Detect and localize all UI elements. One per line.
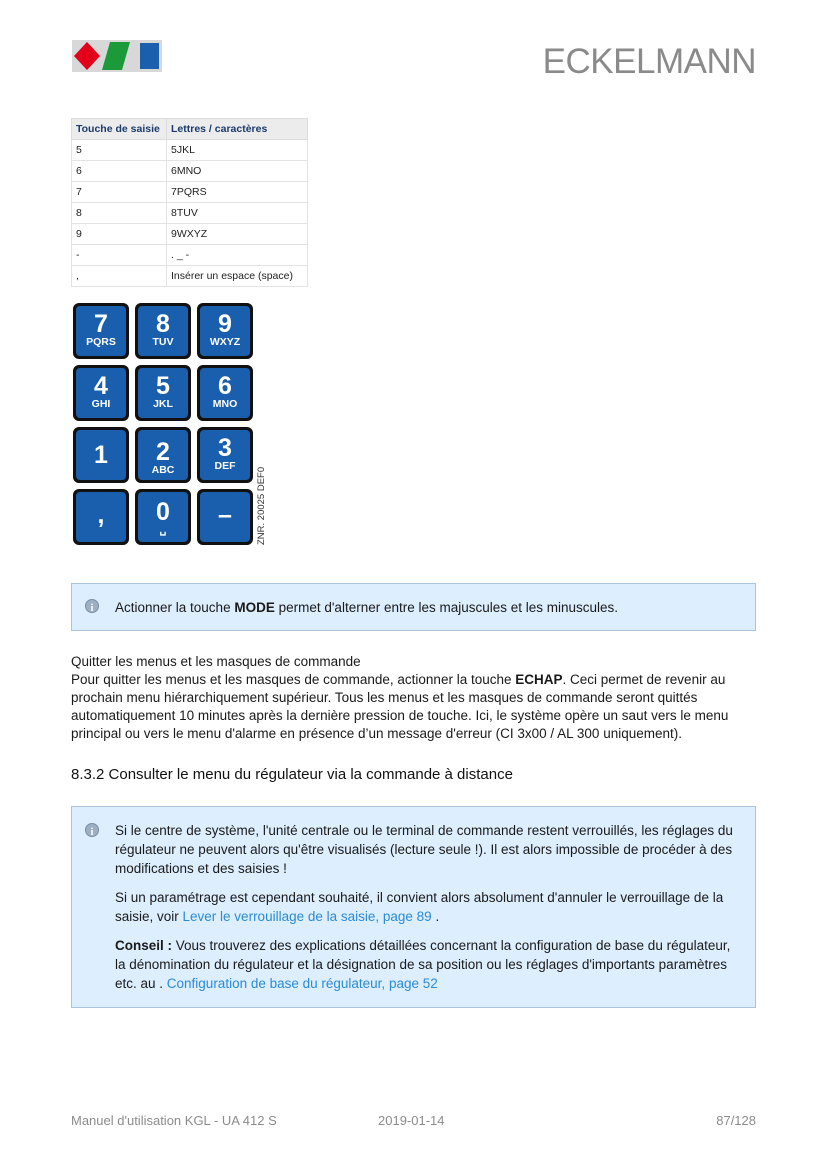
table-row bbox=[72, 224, 308, 245]
key-letters: JKL bbox=[153, 398, 173, 410]
key-letters: DEF bbox=[214, 460, 236, 472]
footer-date: 2019-01-14 bbox=[378, 1113, 445, 1128]
eckelmann-logo-mark bbox=[72, 40, 162, 72]
table-row bbox=[72, 161, 308, 182]
table-row bbox=[72, 266, 308, 287]
key-3 bbox=[197, 427, 253, 483]
link-basic-configuration[interactable]: Configuration de base du régulateur, page 52 bbox=[166, 976, 438, 991]
table-cell: 8TUV bbox=[167, 203, 308, 224]
table-cell: 6MNO bbox=[167, 161, 308, 182]
key-number: 9 bbox=[218, 310, 232, 338]
key-letters: ABC bbox=[151, 464, 175, 476]
table-cell: . _ - bbox=[167, 245, 308, 266]
keypad-figure bbox=[73, 303, 253, 545]
key-number: 4 bbox=[94, 372, 108, 400]
space-symbol-icon: ␣ bbox=[159, 524, 167, 536]
key-5 bbox=[135, 365, 191, 421]
table-cell: - bbox=[72, 245, 167, 266]
table-cell: 9WXYZ bbox=[167, 224, 308, 245]
table-cell: 7 bbox=[72, 182, 167, 203]
note-text: Si un paramétrage est cependant souhaité, il convient alors absolument d'annuler le verrouillage de la saisie, voir bbox=[115, 890, 724, 924]
note-paragraph bbox=[115, 888, 735, 926]
key-number: 1 bbox=[94, 441, 108, 469]
section-title: 8.3.2 Consulter le menu du régulateur via la commande à distance bbox=[71, 766, 513, 783]
note-keyword: Conseil : bbox=[115, 938, 173, 953]
table-header-cell: Lettres / caractères bbox=[167, 119, 308, 140]
table-row bbox=[72, 140, 308, 161]
subheading-quit-menus: Quitter les menus et les masques de commande bbox=[71, 654, 361, 669]
paragraph-text: Pour quitter les menus et les masques de commande, actionner la touche bbox=[71, 672, 516, 687]
note-keyword: MODE bbox=[234, 600, 275, 615]
table-cell: 5JKL bbox=[167, 140, 308, 161]
table-cell: 9 bbox=[72, 224, 167, 245]
key-number: 3 bbox=[218, 434, 232, 462]
info-icon bbox=[85, 823, 99, 837]
note-text: Vous trouverez des explications détaillées concernant la configuration de base du régulateur, la dénomination du régulateur et la désignation de sa position ou les réglages d'importants paramètres etc. au . bbox=[115, 938, 731, 991]
key-input-table bbox=[71, 118, 308, 287]
table-header-row bbox=[72, 119, 308, 140]
table-row bbox=[72, 182, 308, 203]
paragraph-quit-menus bbox=[71, 671, 761, 743]
key-number: 8 bbox=[156, 310, 170, 338]
key-letters: WXYZ bbox=[209, 336, 241, 348]
key-number: 0 bbox=[156, 498, 170, 526]
key-dash bbox=[197, 489, 253, 545]
key-number: 7 bbox=[94, 310, 108, 338]
table-cell: Insérer un espace (space) bbox=[167, 266, 308, 287]
note-paragraph bbox=[115, 936, 735, 993]
key-letters: PQRS bbox=[86, 336, 116, 348]
key-0 bbox=[135, 489, 191, 545]
note-text: Actionner la touche bbox=[115, 600, 235, 615]
note-text: . bbox=[431, 909, 440, 924]
table-row bbox=[72, 203, 308, 224]
footer-document-title: Manuel d'utilisation KGL - UA 412 S bbox=[71, 1113, 277, 1128]
key-4 bbox=[73, 365, 129, 421]
key-2 bbox=[135, 427, 191, 483]
table-cell: 8 bbox=[72, 203, 167, 224]
paragraph-text: . Ceci permet de revenir au prochain menu hiérarchiquement supérieur. Tous les menus et les masques de commande seront quittés automatiquement 10 minutes après la dernière pression de touche. Ici, le système opère un saut vers le menu principal ou vers le menu d'alarme en présence d’un message d'erreur (CI 3x00 / AL 300 uniquement). bbox=[71, 672, 729, 741]
note-text: permet d'alterner entre les majuscules et les minuscules. bbox=[274, 600, 619, 615]
key-9 bbox=[197, 303, 253, 359]
key-comma bbox=[73, 489, 129, 545]
key-letters: MNO bbox=[212, 398, 238, 410]
brand-logo-text: ECKELMANN bbox=[542, 42, 756, 81]
key-1 bbox=[73, 427, 129, 483]
info-icon bbox=[85, 599, 99, 613]
info-note-remote bbox=[71, 806, 756, 1008]
paragraph-keyword: ECHAP bbox=[515, 672, 563, 687]
figure-reference-label: ZNR. 20025 DEF0 bbox=[256, 466, 267, 545]
key-letters: GHI bbox=[91, 398, 111, 410]
link-unlock-input[interactable]: Lever le verrouillage de la saisie, page 89 bbox=[182, 909, 432, 924]
table-cell: 5 bbox=[72, 140, 167, 161]
key-6 bbox=[197, 365, 253, 421]
key-letters: TUV bbox=[152, 336, 174, 348]
key-8 bbox=[135, 303, 191, 359]
note-paragraph: Si le centre de système, l'unité centrale ou le terminal de commande restent verrouillés, les réglages du régulateur ne peuvent alors qu'être visualisés (lecture seule !). Il est alors impossible de procéder à des modifications et des saisies ! bbox=[115, 823, 733, 876]
key-number: – bbox=[218, 501, 232, 529]
table-row bbox=[72, 245, 308, 266]
table-cell: , bbox=[72, 266, 167, 287]
key-number: 2 bbox=[156, 438, 170, 466]
key-7 bbox=[73, 303, 129, 359]
key-number: 5 bbox=[156, 372, 170, 400]
footer-page-number: 87/128 bbox=[716, 1113, 756, 1128]
table-header-cell: Touche de saisie bbox=[72, 119, 167, 140]
key-number: 6 bbox=[218, 372, 232, 400]
logo-blue-square bbox=[140, 43, 159, 69]
table-cell: 6 bbox=[72, 161, 167, 182]
table-cell: 7PQRS bbox=[167, 182, 308, 203]
key-number: , bbox=[97, 501, 105, 529]
info-note-mode bbox=[71, 583, 756, 631]
